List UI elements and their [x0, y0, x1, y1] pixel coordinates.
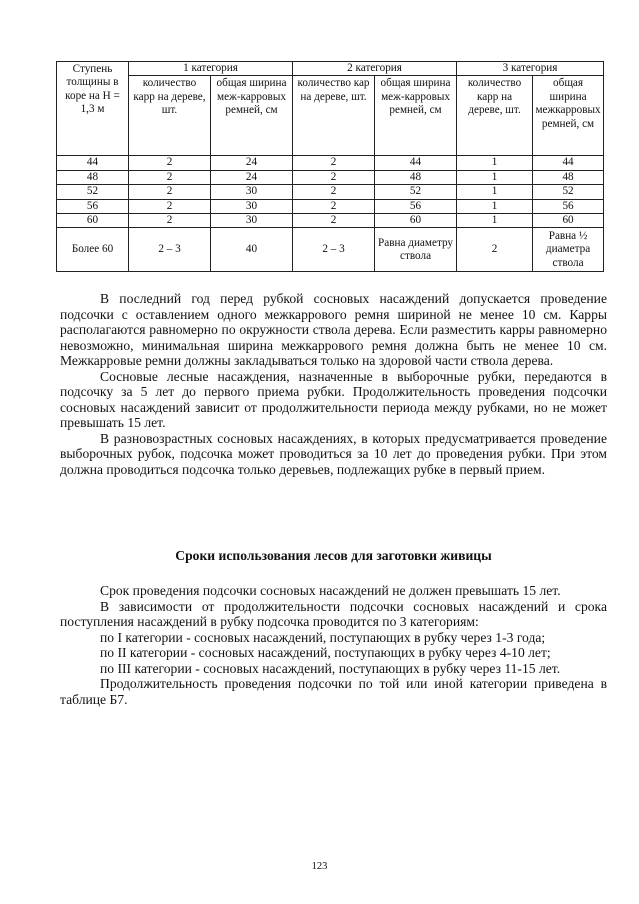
subheader-cell: количество карр на дереве, шт. [457, 76, 533, 156]
header-category-3: 3 категория [457, 62, 604, 76]
table-cell: 1 [457, 185, 533, 199]
subheader-cell: общая ширина межкарровых ремней, см [533, 76, 604, 156]
paragraph: В зависимости от продолжительности подсочки сосновых насаждений и срока поступления насаждений в рубку подсочка проводится по 3 категориям: [60, 598, 607, 629]
table-cell: 30 [211, 214, 293, 228]
section-title: Сроки использования лесов для заготовки живицы [175, 548, 492, 563]
table-cell: 48 [533, 170, 604, 184]
paragraph: В последний год перед рубкой сосновых насаждений допускается проведение подсочки с оставлением одного межкаррового ремня шириной не менее 10 см. Карры располагаются равномерно по окружности ствола дерева. Если разместить карры равномерно невозможно, минимальная ширина межкаррового ремня должна быть не менее 10 см. Межкарровые ремни должны закладываться только на здоровой части ствола дерева. [60, 291, 607, 368]
header-thickness-step: Ступень толщины в коре на Н = 1,3 м [57, 62, 129, 156]
table-cell: 60 [375, 214, 457, 228]
table-cell: 2 [129, 170, 211, 184]
paragraph: В разновозрастных сосновых насаждениях, в которых предусматривается проведение выборочных рубок, подсочка может проводиться за 10 лет до проведения рубки. При этом должна проводиться подсочка только деревьев, подлежащих рубке в первый прием. [60, 430, 607, 477]
table-cell: 2 [293, 156, 375, 170]
paragraph: по II категории - сосновых насаждений, поступающих в рубку через 4-10 лет; [100, 645, 551, 660]
paragraph: по III категории - сосновых насаждений, поступающих в рубку через 11-15 лет. [100, 660, 561, 676]
subheader-cell: количество карр на дереве, шт. [129, 76, 211, 156]
table-cell: 2 [129, 185, 211, 199]
table-cell: 52 [375, 185, 457, 199]
table-cell: 24 [211, 156, 293, 170]
tapping-categories-table [56, 61, 604, 272]
table-cell: 60 [57, 214, 129, 228]
header-category-1: 1 категория [129, 62, 293, 76]
table-row [57, 170, 604, 184]
table-cell: 2 [129, 214, 211, 228]
table-cell: 2 [293, 199, 375, 213]
body-text-bottom [60, 583, 607, 707]
table-cell: 56 [533, 199, 604, 213]
table-cell: 1 [457, 214, 533, 228]
table-row [57, 228, 604, 272]
table-cell: 2 – 3 [129, 228, 211, 272]
table-cell: 48 [57, 170, 129, 184]
table-cell: 24 [211, 170, 293, 184]
table-cell: 44 [375, 156, 457, 170]
table-cell: 2 [129, 156, 211, 170]
table-cell: 48 [375, 170, 457, 184]
table-subheader-row [57, 76, 604, 156]
table-cell: Равна диаметру ствола [375, 228, 457, 272]
table-row [57, 214, 604, 228]
table-row [57, 199, 604, 213]
table-cell: 1 [457, 170, 533, 184]
table-row [57, 185, 604, 199]
table-cell: 40 [211, 228, 293, 272]
paragraph: по I категории - сосновых насаждений, поступающих в рубку через 1-3 года; [100, 629, 546, 645]
table-cell: 2 [293, 214, 375, 228]
header-category-2: 2 категория [293, 62, 457, 76]
table-cell: 44 [57, 156, 129, 170]
subheader-cell: количество кар на дереве, шт. [293, 76, 375, 156]
table-cell: 30 [211, 199, 293, 213]
subheader-cell: общая ширина меж-карровых ремней, см [375, 76, 457, 156]
table-cell: 52 [57, 185, 129, 199]
table-cell: 1 [457, 199, 533, 213]
subheader-cell: общая ширина меж-карровых ремней, см [211, 76, 293, 156]
table-cell: 52 [533, 185, 604, 199]
paragraph: Продолжительность проведения подсочки по той или иной категории приведена в таблице Б7. [60, 676, 607, 707]
table-cell: 2 [129, 199, 211, 213]
body-text-top [60, 291, 607, 477]
table-header-row [57, 62, 604, 76]
table-cell: Равна ½ диаметра ствола [533, 228, 604, 272]
paragraph: Сосновые лесные насаждения, назначенные в выборочные рубки, передаются в подсочку за 5 лет до первого приема рубки. Продолжительность проведения подсочки сосновых насаждений зависит от продолжительности периода между рубками, но не может превышать 15 лет. [60, 368, 607, 430]
table-cell: 56 [375, 199, 457, 213]
table-cell: 60 [533, 214, 604, 228]
table-cell: 56 [57, 199, 129, 213]
table-cell: Более 60 [57, 228, 129, 272]
paragraph: Срок проведения подсочки сосновых насаждений не должен превышать 15 лет. [100, 583, 561, 598]
table-cell: 1 [457, 156, 533, 170]
table-cell: 30 [211, 185, 293, 199]
page-number: 123 [311, 861, 328, 872]
table-cell: 44 [533, 156, 604, 170]
table-cell: 2 [457, 228, 533, 272]
table-row [57, 156, 604, 170]
table-cell: 2 – 3 [293, 228, 375, 272]
table-cell: 2 [293, 185, 375, 199]
table-cell: 2 [293, 170, 375, 184]
